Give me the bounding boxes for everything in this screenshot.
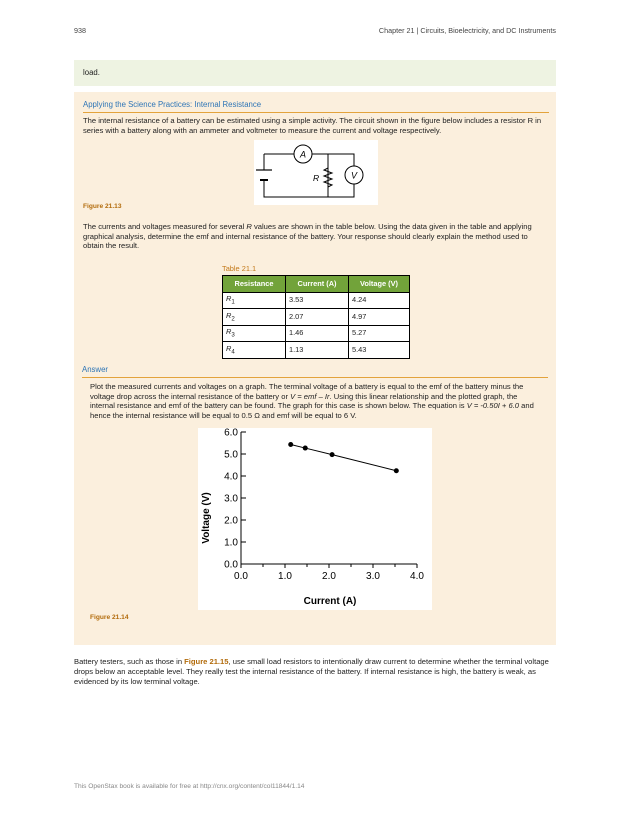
- figure-21-15-link[interactable]: Figure 21.15: [184, 657, 229, 666]
- y-tick-label: 3.0: [224, 493, 238, 505]
- x-tick-label: 3.0: [366, 571, 380, 582]
- data-point: [303, 446, 308, 451]
- page-number: 938: [74, 26, 86, 35]
- cell-resistance: $R_1$: [223, 292, 286, 309]
- y-tick-label: 2.0: [224, 515, 238, 527]
- table-row: [223, 325, 410, 342]
- table-row: [223, 342, 410, 359]
- header-resistance: Resistance: [223, 276, 286, 293]
- x-tick-label: 1.0: [278, 571, 292, 582]
- figure-21-13-label: Figure 21.13: [83, 203, 122, 210]
- table-caption: Table 21.1: [222, 264, 257, 273]
- data-point: [330, 452, 335, 457]
- y-tick-label: 4.0: [224, 471, 238, 483]
- answer-text: Plot the measured currents and voltages on a graph. The terminal voltage of a battery is equal to the emf of the battery minus the voltage drop across the internal resistance of the battery or V = emf – Ir. Using this linear relationship and the plotted graph, the internal resistance and emf of the battery can be found. The graph for this case is shown below. The equation is V = -0.50I + 6.0 and hence the internal resistance will be equal to 0.5 Ω and emf will be equal to 6 V.: [90, 382, 534, 420]
- science-practice-box: [74, 92, 556, 645]
- cell-resistance: $R_3$: [223, 325, 286, 342]
- answer-section: [82, 365, 548, 420]
- x-tick-label: 4.0: [410, 571, 424, 582]
- table-row: [223, 292, 410, 309]
- circuit-diagram: [254, 140, 378, 205]
- practice-heading: Applying the Science Practices: Internal Resistance: [83, 100, 549, 113]
- cell-voltage: 5.27: [349, 325, 410, 342]
- resistor-label: R: [313, 173, 320, 183]
- figure-21-14-label: Figure 21.14: [90, 614, 129, 621]
- measurement-table: [222, 275, 410, 359]
- header-current: Current (A): [286, 276, 349, 293]
- cell-voltage: 5.43: [349, 342, 410, 359]
- cell-voltage: 4.97: [349, 309, 410, 326]
- answer-heading: Answer: [82, 365, 548, 378]
- data-point: [394, 468, 399, 473]
- load-box: [74, 60, 556, 86]
- x-axis-label: Current (A): [303, 596, 357, 607]
- x-tick-label: 2.0: [322, 571, 336, 582]
- cell-current: 2.07: [286, 309, 349, 326]
- y-tick-label: 1.0: [224, 537, 238, 549]
- ammeter-label: A: [299, 149, 307, 160]
- practice-intro: The internal resistance of a battery can be estimated using a simple activity. The circuit shown in the figure below includes a resistor R in series with a battery along with an ammeter and voltmeter to measure the current and voltage respectively.: [83, 116, 542, 135]
- cell-voltage: 4.24: [349, 292, 410, 309]
- chapter-title: Chapter 21 | Circuits, Bioelectricity, and DC Instruments: [378, 26, 556, 35]
- voltage-current-chart: [198, 428, 432, 610]
- footer-note: This OpenStax book is available for free at http://cnx.org/content/col11844/1.14: [74, 783, 305, 790]
- load-text: load.: [83, 68, 100, 77]
- voltmeter-label: V: [350, 170, 358, 181]
- cell-resistance: $R_2$: [223, 309, 286, 326]
- cell-current: 3.53: [286, 292, 349, 309]
- table-header-row: [223, 276, 410, 293]
- cell-current: 1.13: [286, 342, 349, 359]
- x-tick-label: 0.0: [234, 571, 248, 582]
- table-row: [223, 309, 410, 326]
- battery-testers-paragraph: Battery testers, such as those in Figure 21.15, use small load resistors to intentionally draw current to determine whether the terminal voltage drops below an acceptable level. They really test the internal resistance of the battery. If internal resistance is high, the battery is weak, as evidenced by its low terminal voltage.: [74, 657, 549, 686]
- header-voltage: Voltage (V): [349, 276, 410, 293]
- cell-current: 1.46: [286, 325, 349, 342]
- y-tick-label: 5.0: [224, 449, 238, 461]
- y-axis-label: Voltage (V): [201, 492, 212, 544]
- practice-task: The currents and voltages measured for several R values are shown in the table below. Using the data given in the table and applying graphical analysis, determine the emf and internal resistance of the battery. Your response should clearly explain the method used to obtain the result.: [83, 222, 532, 251]
- data-point: [288, 442, 293, 447]
- y-tick-label: 0.0: [224, 559, 238, 571]
- cell-resistance: $R_4$: [223, 342, 286, 359]
- y-tick-label: 6.0: [224, 428, 238, 439]
